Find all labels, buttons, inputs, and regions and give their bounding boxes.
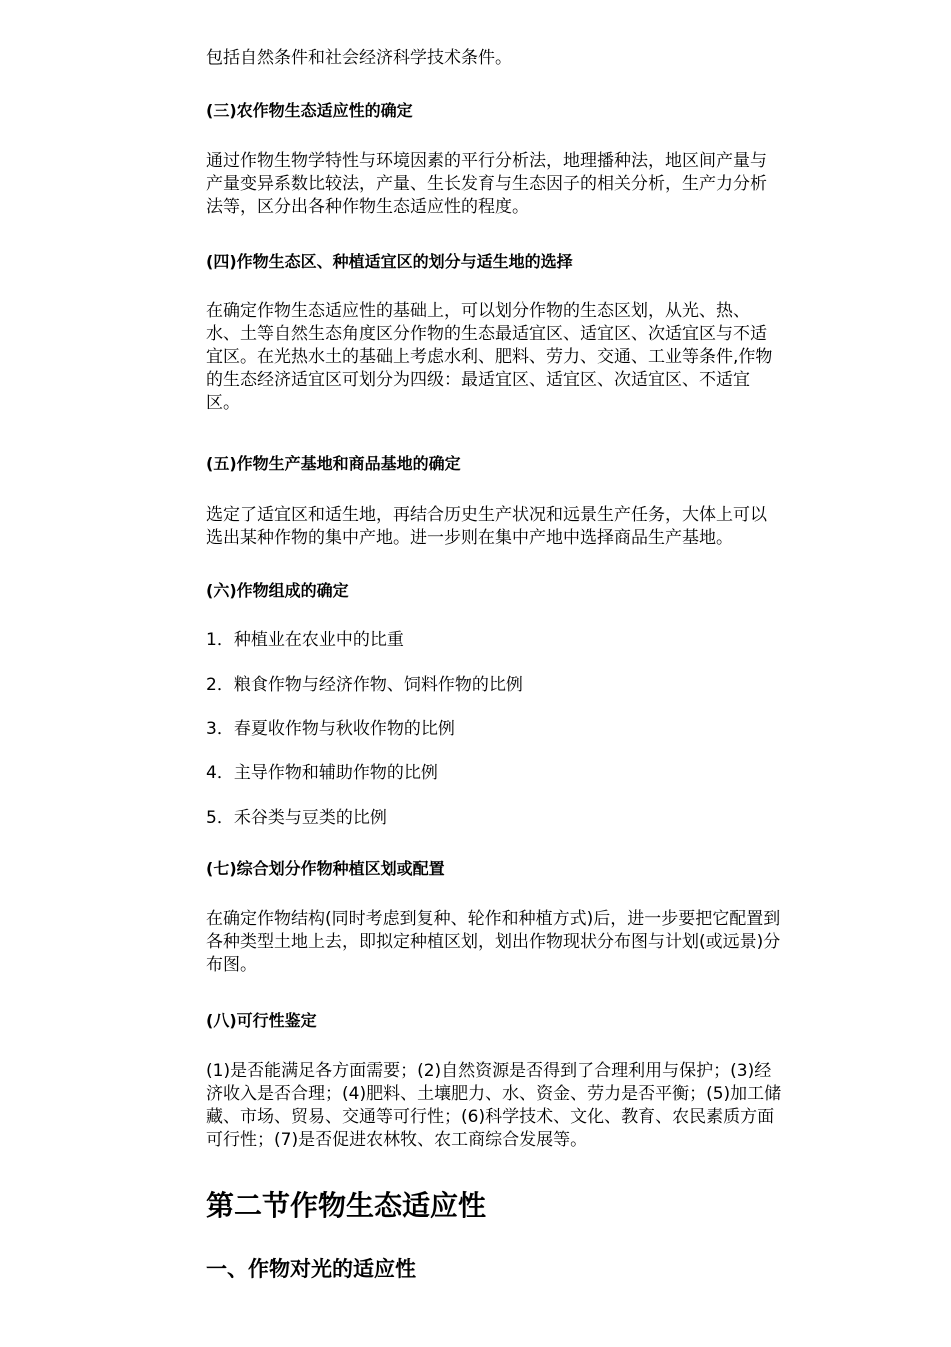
intro-paragraph: 包括自然条件和社会经济科学技术条件。 [206, 48, 512, 68]
subsection-title: 一、作物对光的适应性 [206, 1257, 416, 1281]
paragraph-section-8: (1)是否能满足各方面需要；(2)自然资源是否得到了合理利用与保护；(3)经 济收入是否合理；(4)肥料、土壤肥力、水、资金、劳力是否平衡；(5)加工储 藏、市场、贸易、交通等可行性；(6)科学技术、文化、教育、农民素质方面 可行性；(7)是否促进农林牧、农工商综合发展等。 [206, 1061, 782, 1150]
list-item: 4．主导作物和辅助作物的比例 [206, 763, 438, 783]
heading-section-7: (七)综合划分作物种植区划或配置 [206, 859, 445, 878]
heading-section-8: (八)可行性鉴定 [206, 1011, 317, 1030]
list-item: 1．种植业在农业中的比重 [206, 630, 404, 650]
paragraph-section-4: 在确定作物生态适应性的基础上，可以划分作物的生态区划，从光、热、 水、土等自然生态角度区分作物的生态最适宜区、适宜区、次适宜区与不适 宜区。在光热水土的基础上考虑水利、肥料、劳力、交通、工业等条件,作物 的生态经济适宜区可划分为四级：最适宜区、适宜区、次适宜区、不适宜 区。 [206, 301, 773, 413]
list-item: 3．春夏收作物与秋收作物的比例 [206, 719, 455, 739]
paragraph-section-7: 在确定作物结构(同时考虑到复种、轮作和种植方式)后，进一步要把它配置到 各种类型土地上去，即拟定种植区划，划出作物现状分布图与计划(或远景)分 布图。 [206, 909, 781, 975]
list-item: 5．禾谷类与豆类的比例 [206, 808, 387, 828]
paragraph-section-5: 选定了适宜区和适生地，再结合历史生产状况和远景生产任务，大体上可以 选出某种作物的集中产地。进一步则在集中产地中选择商品生产基地。 [206, 505, 767, 548]
list-item: 2．粮食作物与经济作物、饲料作物的比例 [206, 675, 523, 695]
heading-section-4: (四)作物生态区、种植适宜区的划分与适生地的选择 [206, 252, 573, 271]
heading-section-6: (六)作物组成的确定 [206, 581, 349, 600]
section-title: 第二节作物生态适应性 [206, 1189, 487, 1222]
heading-section-3: (三)农作物生态适应性的确定 [206, 101, 413, 120]
paragraph-section-3: 通过作物生物学特性与环境因素的平行分析法，地理播种法，地区间产量与 产量变异系数比较法，产量、生长发育与生态因子的相关分析，生产力分析 法等，区分出各种作物生态适应性的程度。 [206, 151, 767, 217]
heading-section-5: (五)作物生产基地和商品基地的确定 [206, 454, 461, 473]
